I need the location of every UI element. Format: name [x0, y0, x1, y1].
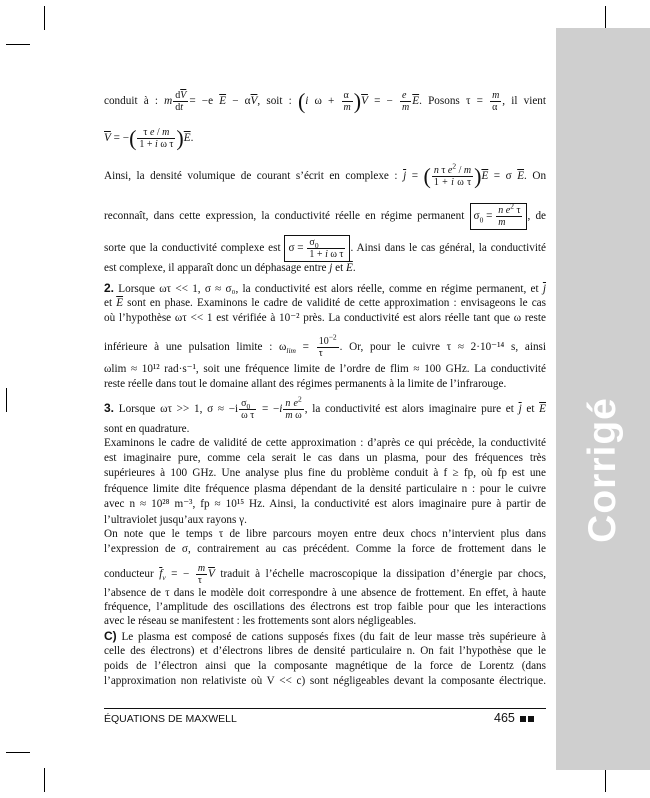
text-line: avec le réseau se manifestent : les frottements sont alors négligeables. — [104, 615, 417, 627]
text-line: On note que le temps τ de libre parcours moyen entre deux chocs n’intervient plus dans — [104, 528, 546, 540]
text-line: 3. Lorsque ωτ >> 1, σ ≈ −i $\frac{\sigma_0}{\text{ω τ}}$ = −i $\frac{n e^2}{\text{m ω}}$ , la conductivité est alors imaginaire pure et $\overline{j}$ et $\overline{E}$ — [104, 394, 547, 421]
text-line: l’approximation non relativiste où V << c) sont négligeables devant la composante électrique. — [104, 675, 546, 687]
corrige-label: Corrigé — [581, 397, 624, 543]
text-line: et $\overline{E}$ sont en phase. Examinons le cadre de validité de cette approximation : envisageons le cas — [104, 297, 546, 309]
footer-rule — [104, 708, 546, 709]
text-line: l’ultraviolet jusqu’aux rayons γ. — [104, 514, 247, 526]
text-line: supérieures à 100 GHz. Une analyse plus fine du problème conduit à f ≥ fp, où fp est une — [104, 467, 546, 479]
text-line: reconnaît, dans cette expression, la conductivité réelle en régime permanent $\sigma_0$ = $\frac{n e^2 \tau}{m}$ , de — [104, 201, 547, 228]
text-line: est complexe, il apparaît donc un déphasage entre $\overline{j}$ et $\overline{E}$. — [104, 262, 356, 274]
text-line: inférieure à une pulsation limite : $\omega_{lim}$ = $\frac{10^{-2}}{\tau}$ . Or, pour le cuivre τ ≈ 2·10⁻¹⁴ s, ainsi — [104, 332, 546, 359]
text-line: sorte que la conductivité complexe est σ = $\frac{\sigma_0}{\text{1 + i ω τ}}$ . Ainsi dans le cas général, la conductivité — [104, 237, 546, 260]
text-line: Examinons le cadre de validité de cette approximation : d’après ce qui précède, la conductivité — [104, 437, 546, 449]
crop-mark — [605, 768, 606, 792]
text-line: poids de l’électron ainsi que la composante magnétique de la force de Lorentz (dans — [104, 660, 546, 672]
text-line: 2. Lorsque ωτ << 1, σ ≈ σ₀, la conductivité est alors réelle, comme en régime permanent, et $\overline{j}$ — [104, 281, 547, 295]
text-line: C) Le plasma est composé de cations supposés fixes (du fait de leur masse très supérieure à — [104, 629, 547, 643]
text-line: conducteur $\overline{f}_v$ = − $\frac{m}{\tau}$ $\overline{V}$ traduit à l’échelle macroscopique la dissipation d’énergie par chocs, — [104, 563, 547, 586]
text-line: conduit à : m $\frac{d\overline{V}}{dt}$ = −e $\overline{E} - \alpha\overline{V}$, soit : (i ω + $\frac{\alpha}{m}$ )$\overline{V}$ = − $\frac{e}{m}$ $\overline{E}$. Posons τ = $\frac{m}{\alpha}$ , il vient — [104, 88, 546, 114]
crop-mark — [6, 388, 7, 412]
text-line: l’expression de σ, contrairement au cas précédent. Comme la force de frottement dans le — [104, 543, 546, 555]
text-line: l’absence de τ dans le modèle doit correspondre à une absence de frottement. En effet, à haute — [104, 587, 546, 599]
crop-mark — [44, 6, 45, 30]
text-line: sont en quadrature. — [104, 423, 190, 435]
crop-mark — [44, 768, 45, 792]
crop-mark — [605, 6, 606, 30]
text-line: reste réelle dans tout le domaine allant des régimes permanents à la limite de l’infrarouge. — [104, 378, 507, 390]
crop-mark — [6, 44, 30, 45]
text-line: où l’hypothèse ωτ << 1 est vérifiée à 10⁻² près. La conductivité est alors réelle tant que ω reste — [104, 312, 546, 324]
text-line: avec n ≈ 10²⁸ m⁻³, fp ≈ 10¹⁵ Hz. Ainsi, la conductivité est alors imaginaire pure à partir de — [104, 498, 546, 510]
footer-page-number: 465 — [494, 711, 534, 725]
text-line: fréquence limite dite fréquence plasma dépendant de la densité particulaire n : pour le cuivre — [104, 483, 546, 495]
footer-chapter-title: ÉQUATIONS DE MAXWELL — [104, 713, 237, 725]
text-line: Ainsi, la densité volumique de courant s’écrit en complexe : $\overline{j}$ = ( $\frac{n \tau e^2 / m}{\text{1 + i ω τ}}$ )$\overline{E} = \sigma$ $\overline{E}$. On — [104, 161, 547, 189]
crop-mark — [6, 752, 30, 753]
equation-line: $\overline{V}$ = −( $\frac{\text{τ e / m}}{\text{1 + i ω τ}}$ )$\overline{E}$. — [104, 125, 194, 151]
text-line: ωlim ≈ 10¹² rad·s⁻¹, soit une fréquence limite de l’ordre de flim ≈ 100 GHz. La conductivité — [104, 363, 546, 375]
text-line: fréquence, l’amplitude des oscillations des électrons est trop faible pour que les interactions — [104, 601, 546, 613]
text-line: celle des électrons) et d’électrons libres de densité particulaire n. On fait l’hypothèse que le — [104, 645, 546, 657]
text-line: est imaginaire pure, comme cela serait le cas dans un plasma, pour des fréquences très — [104, 452, 546, 464]
